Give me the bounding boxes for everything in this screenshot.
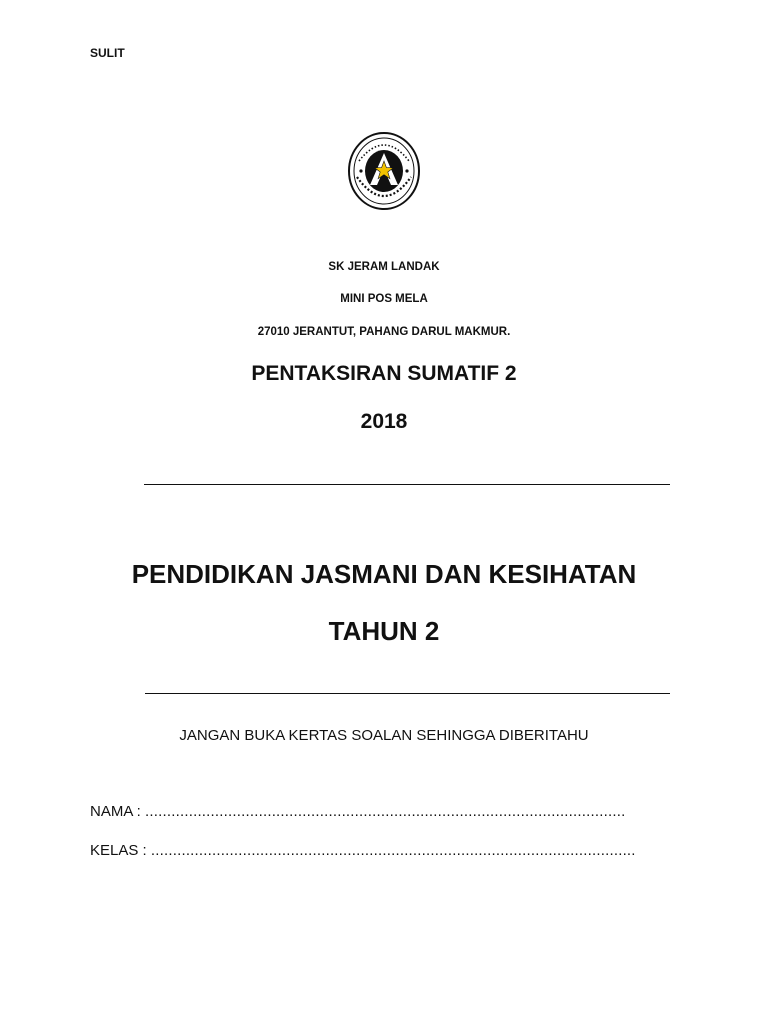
top-divider (144, 484, 670, 485)
school-address-line1: MINI POS MELA (340, 293, 428, 305)
grade-level: TAHUN 2 (328, 616, 440, 646)
school-crest-icon (347, 131, 421, 211)
name-field-row (90, 803, 625, 820)
school-address-line2: 27010 JERANTUT, PAHANG DARUL MAKMUR. (257, 326, 511, 338)
classification-label: SULIT (90, 46, 125, 60)
bottom-divider (145, 693, 670, 694)
name-field-blank: .............................................................................................................. (145, 803, 626, 820)
class-field-blank: ............................................................................................................... (150, 842, 636, 859)
school-name: SK JERAM LANDAK (328, 261, 440, 273)
assessment-year: 2018 (360, 410, 408, 433)
class-field-label: KELAS : (90, 842, 147, 859)
instruction-warning: JANGAN BUKA KERTAS SOALAN SEHINGGA DIBERITAHU (179, 727, 589, 744)
subject-title: PENDIDIKAN JASMANI DAN KESIHATAN (131, 559, 637, 589)
class-field-row (90, 842, 636, 859)
name-field-label: NAMA : (90, 803, 141, 820)
assessment-title: PENTAKSIRAN SUMATIF 2 (251, 362, 517, 385)
